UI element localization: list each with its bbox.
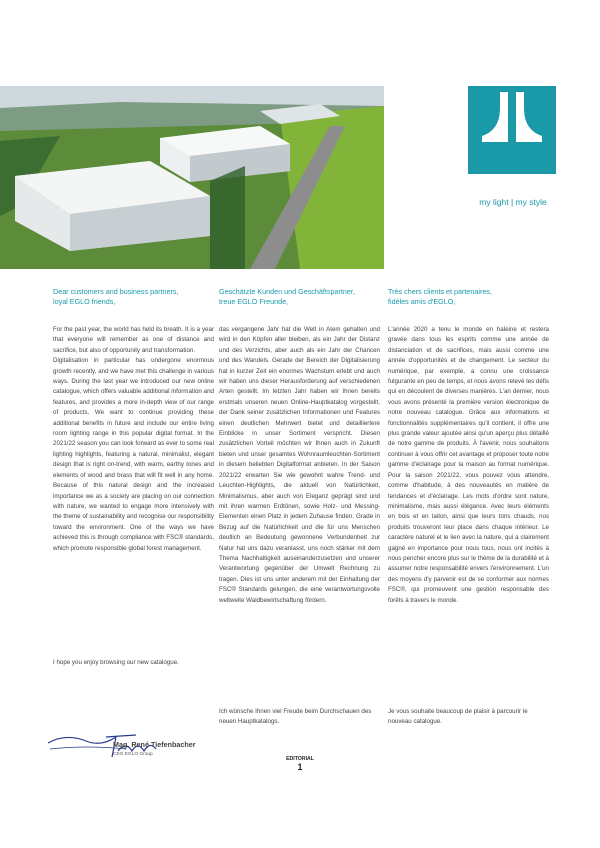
paragraph: L'année 2020 a tenu le monde en haleine et restera gravée dans tous les esprits comme une année de distanciation et de sacrifices, mais aussi comme une année d'opportunités et de changement. Le secteur du numérique, par exemple, a connu une croissance fulgurante en peu de temps, et nous avons relevé les défis qui en découlent de diverses manières. L'an dernier, nous vous avons présenté la première version électronique de notre nouveau catalogue. Grâce aux informations et fonctionnalités supplémentaires qu'il contient, il offre une plus grande valeur ajoutée ainsi qu'un aperçu plus détaillé de notre gamme de produits. À l'avenir, nous souhaitons continuer à vous offrir cet avantage et proposer toute notre gamme d'éclairage pour la maison au format numérique. Pour la saison 2021/22, vous pouvez vous attendre, comme d'habitude, à des nouveautés en matière de tendances et d'éclairage. Les mots d'ordre sont nature, minimalisme, mais aussi élégance. Avec leurs éléments en bois et en laiton, ainsi que leurs tons chauds, nos produits trouveront leur place dans chaque intérieur. Le caractère naturel et le lien avec la nature, qui a clairement gagné en importance pour nous tous, nous ont incités à nous pencher encore plus sur le thème de la durabilité et à assumer notre responsabilité envers l'environnement. L'un des moyens d'y parvenir est de se conformer aux normes FSC®, qui promeuvent une gestion responsable des forêts à travers le monde. bbox=[388, 326, 549, 604]
closing-german: Ich wünsche Ihnen viel Freude beim Durchschauen des neuen Hauptkatalogs. bbox=[219, 708, 372, 726]
greeting-french: Très chers clients et partenaires, fidèles amis d'EGLO, bbox=[388, 287, 492, 306]
page-number: 1 bbox=[297, 762, 303, 772]
hero-aerial-photo bbox=[0, 86, 384, 269]
greeting-german: Geschätzte Kunden und Geschäftspartner, treue EGLO Freunde, bbox=[219, 287, 355, 306]
paragraph: das vergangene Jahr hat die Welt in Atem gehalten und wird in den Köpfen aller bleiben, als ein Jahr der Distanz und des Verzichts, aber auch als ein Jahr der Chancen und des Wandels. Gerade der Bereich der Digitalisierung hat in kurzer Zeit ein enormes Wachstum erlebt und auch wir haben uns dieser Herausforderung auf verschiedenen Arten gestellt. Im letzten Jahr haben wir Ihnen bereits erstmals unseren neuen Online-Hauptkatalog vorgestellt, der Dank seiner zusätzlichen Informationen und Features einen deutlichen Mehrwert bietet und detailliertere Einblicke in unser Sortiment verspricht. Diesen zusätzlichen Vorteil möchten wir Ihnen auch in Zukunft bieten und unser gesamtes Wohnraumleuchten-Sortiment in diesem beliebten Digitalformat anbieten. In der Saison 2021/22 erwarten Sie wie gewohnt wahre Trend- und Leuchten-Highlights, die aktuell von Natürlichkeit, Minimalismus, aber auch von Eleganz geprägt sind und mit ihren warmen Erdtönen, sowie Holz- und Messing-Elementen einen Platz in jedem Zuhause finden. Grade in Bezug auf die Natürlichkeit und die für uns Menschen deutlich an Bedeutung gewonnene Verbundenheit zur Natur hat uns dazu veranlasst, uns noch stärker mit dem Thema Nachhaltigkeit auseinanderzusetzen und unserer Verantwortung gegenüber der Umwelt Rechnung zu tragen. Dies ist uns unter anderem mit der Einhaltung der FSC® Standards gelungen, die eine verantwortungsvolle weltweite Waldbewirtschaftung fördern. bbox=[219, 326, 380, 604]
signatory-name: Mag. René Tiefenbacher bbox=[113, 740, 196, 749]
column-english bbox=[53, 287, 214, 554]
closing-french: Je vous souhaite beaucoup de plaisir à parcourir le nouveau catalogue. bbox=[388, 708, 528, 726]
column-german bbox=[219, 287, 380, 606]
paragraph: Digitalisation in particular has undergone enormous growth recently, and we have met this challenge in various ways. During the last year we introduced our new online catalogue, which offers valuable additional information and features, and provides a more in-depth view of our range of products. We want to continue providing these additional benefits in future and include our entire living room lighting range in this popular digital format. In the 2021/22 season you can look forward as ever to some real lighting highlights, featuring a natural, minimalist, elegant design that is right on-trend, with warm, earthy tones and elements of wood and brass that will fit well in any home. Because of this natural design and the increased importance we as a society are placing on our connection with nature, we wanted to engage more intensively with the theme of sustainability and recognise our responsibility toward the environment. One of the ways we have achieved this is through compliance with FSC® standards, which promote responsible global forest management. bbox=[53, 357, 214, 552]
signatory-role: CEO EGLO Group bbox=[113, 752, 153, 757]
greeting-english: Dear customers and business partners, loyal EGLO friends, bbox=[53, 287, 179, 306]
paragraph: For the past year, the world has held its breath. It is a year that everyone will remember as one of distance and sacrifice, but also of opportunity and transformation. bbox=[53, 326, 214, 354]
brand-name: EGLO bbox=[478, 170, 546, 195]
column-french bbox=[388, 287, 549, 606]
section-label: EDITORIAL bbox=[286, 756, 314, 762]
closing-english: I hope you enjoy browsing our new catalogue. bbox=[53, 659, 179, 666]
body-french bbox=[388, 325, 549, 606]
body-english bbox=[53, 325, 214, 554]
body-german bbox=[219, 325, 380, 606]
brand-tagline: my light | my style bbox=[479, 197, 547, 207]
lamp-emblem-icon bbox=[468, 86, 556, 174]
